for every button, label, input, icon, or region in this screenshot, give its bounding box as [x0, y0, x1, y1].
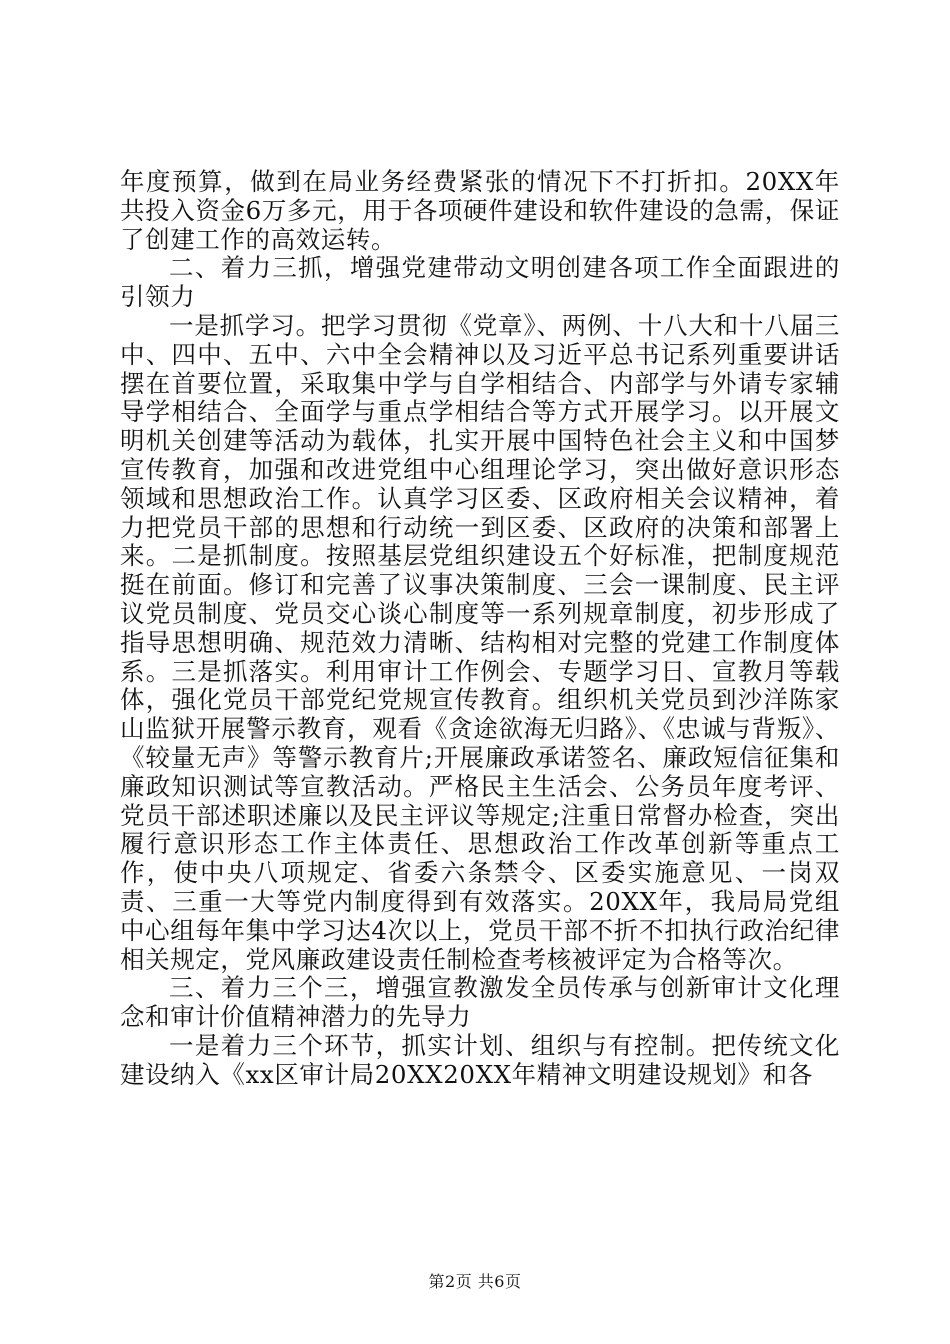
paragraph-continuation: 年度预算，做到在局业务经费紧张的情况下不打折扣。20XX年共投入资金6万多元，用于各项硬件建设和软件建设的急需，保证了创建工作的高效运转。	[120, 167, 840, 254]
paragraph-culture: 一是着力三个环节，抓实计划、组织与有控制。把传统文化建设纳入《xx区审计局20XX20XX年精神文明建设规划》和各	[120, 1030, 840, 1089]
page-number-footer: 第2页 共6页	[428, 1272, 522, 1291]
section-heading-three: 三、着力三个三，增强宣教激发全员传承与创新审计文化理念和审计价值精神潜力的先导力	[120, 973, 840, 1032]
paragraph-party-building: 一是抓学习。把学习贯彻《党章》、两例、十八大和十八届三中、四中、五中、六中全会精神以及习近平总书记系列重要讲话摆在首要位置，采取集中学与自学相结合、内部学与外请专家辅导学相结合、全面学与重点学相结合等方式开展学习。以开展文明机关创建等活动为载体，扎实开展中国特色社会主义和中国梦宣传教育，加强和改进党组中心组理论学习，突出做好意识形态领域和思想政治工作。认真学习区委、区政府相关会议精神，着力把党员干部的思想和行动统一到区委、区政府的决策和部署上来。二是抓制度。按照基层党组织建设五个好标准，把制度规范挺在前面。修订和完善了议事决策制度、三会一课制度、民主评议党员制度、党员交心谈心制度等一系列规章制度，初步形成了指导思想明确、规范效力清晰、结构相对完整的党建工作制度体系。三是抓落实。利用审计工作例会、专题学习日、宣教月等载体，强化党员干部党纪党规宣传教育。组织机关党员到沙洋陈家山监狱开展警示教育，观看《贪途欲海无归路》、《忠诚与背叛》、《较量无声》等警示教育片;开展廉政承诺签名、廉政短信征集和廉政知识测试等宣教活动。严格民主生活会、公务员年度考评、党员干部述职述廉以及民主评议等规定;注重日常督办检查，突出履行意识形态工作主体责任、思想政治工作改革创新等重点工作，使中央八项规定、省委六条禁令、区委实施意见、一岗双责、三重一大等党内制度得到有效落实。20XX年，我局局党组中心组每年集中学习达4次以上，党员干部不折不扣执行政治纪律相关规定，党风廉政建设责任制检查考核被评定为合格等次。	[120, 310, 840, 974]
section-heading-two: 二、着力三抓，增强党建带动文明创建各项工作全面跟进的引领力	[120, 253, 840, 312]
document-body	[120, 168, 840, 1090]
